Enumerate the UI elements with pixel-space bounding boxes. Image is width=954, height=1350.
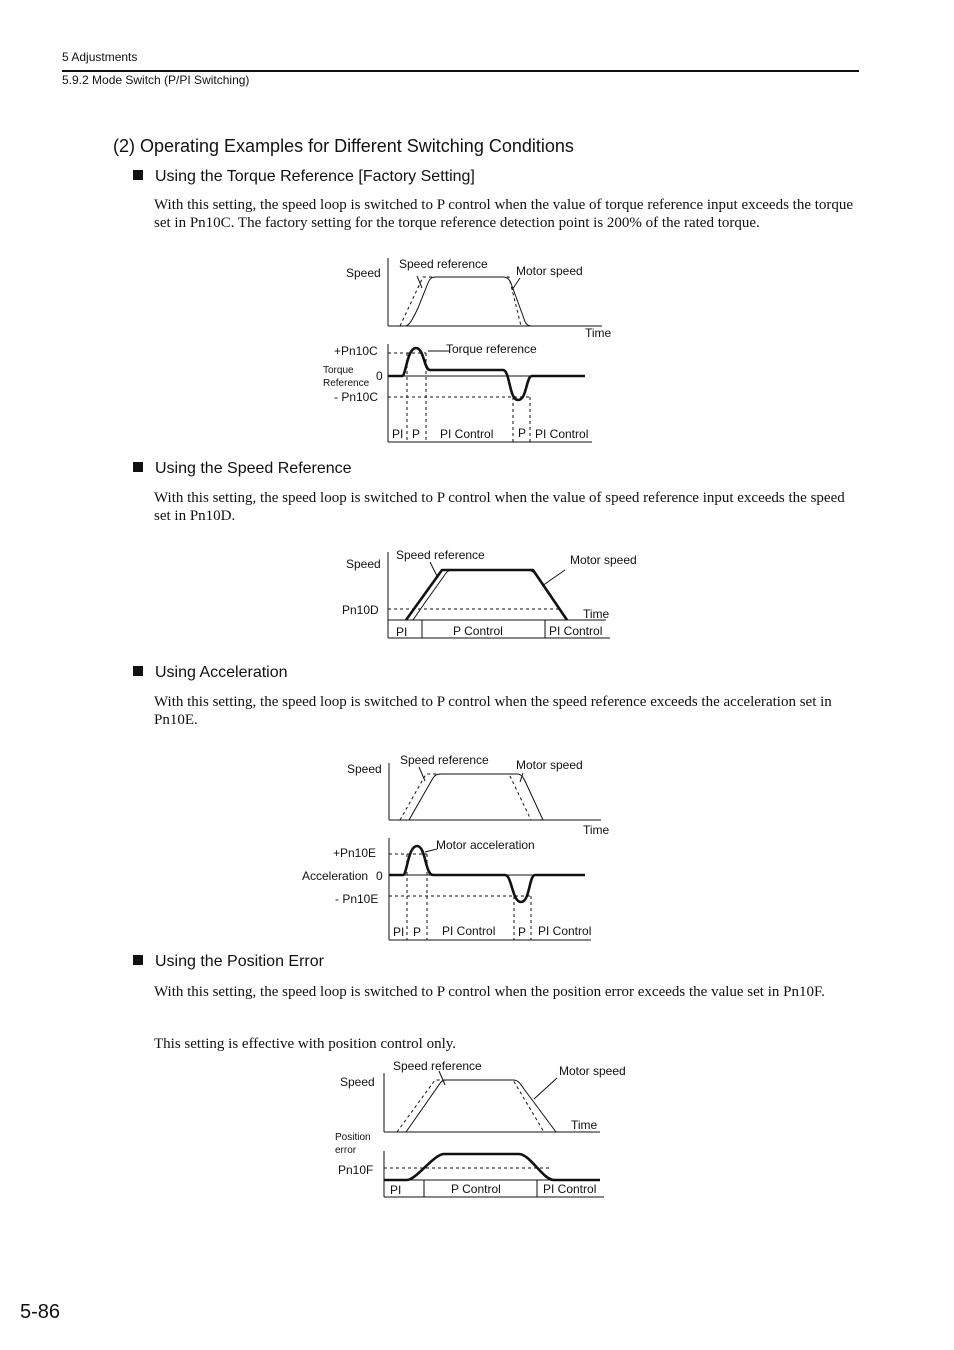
speed-label: Speed bbox=[340, 1075, 375, 1089]
level-label: Pn10F bbox=[338, 1163, 374, 1177]
figure-speed-reference bbox=[320, 540, 660, 645]
mode-label: PI Control bbox=[543, 1182, 597, 1196]
motor-speed-curve bbox=[409, 774, 543, 820]
axis-label-acceleration: Acceleration bbox=[302, 869, 369, 883]
running-header-chapter: 5 Adjustments bbox=[62, 50, 138, 64]
motor-speed-label: Motor speed bbox=[570, 553, 637, 567]
level-label: Pn10D bbox=[342, 603, 379, 617]
speed-reference-label: Speed reference bbox=[393, 1059, 482, 1073]
axis-label-reference: Reference bbox=[323, 378, 370, 389]
mode-label: P Control bbox=[451, 1182, 501, 1196]
speed-ref-leader bbox=[417, 276, 422, 288]
section-title: (2) Operating Examples for Different Switching Conditions bbox=[113, 136, 574, 156]
mode-label: P bbox=[412, 427, 421, 441]
heading-speed-reference: Using the Speed Reference bbox=[133, 460, 352, 478]
running-header-section: 5.9.2 Mode Switch (P/PI Switching) bbox=[62, 73, 250, 87]
axis-label-position: Position bbox=[335, 1132, 371, 1143]
speed-reference-label: Speed reference bbox=[400, 753, 489, 767]
mode-label: PI bbox=[393, 925, 405, 939]
speed-ref-leader bbox=[419, 767, 425, 781]
motor-speed-curve bbox=[406, 1080, 556, 1132]
lower-threshold-label: - Pn10C bbox=[334, 390, 379, 404]
speed-reference-curve bbox=[400, 774, 531, 820]
upper-threshold-label: +Pn10C bbox=[334, 344, 378, 358]
heading-acceleration: Using Acceleration bbox=[133, 664, 288, 682]
mode-label: P bbox=[413, 925, 422, 939]
time-label: Time bbox=[585, 326, 612, 340]
mode-label: PI bbox=[390, 1183, 402, 1197]
mode-label: PI bbox=[396, 625, 408, 639]
axis-label-torque: Torque bbox=[323, 365, 354, 376]
time-label: Time bbox=[571, 1118, 598, 1132]
motor-speed-label: Motor speed bbox=[516, 758, 583, 772]
mode-label: PI Control bbox=[538, 924, 592, 938]
speed-reference-label: Speed reference bbox=[399, 257, 488, 271]
mode-label: PI Control bbox=[442, 924, 496, 938]
zero-label: 0 bbox=[376, 869, 383, 883]
heading-position-error: Using the Position Error bbox=[133, 953, 324, 971]
motor-acceleration-label: Motor acceleration bbox=[436, 838, 535, 852]
figure-torque-reference bbox=[320, 250, 620, 445]
zero-label: 0 bbox=[376, 369, 383, 383]
paragraph-position-note: This setting is effective with position control only. bbox=[154, 1036, 457, 1052]
mode-label: P Control bbox=[453, 624, 503, 638]
bullet-square-icon bbox=[133, 666, 143, 676]
header-rule bbox=[62, 70, 859, 72]
mode-label: P bbox=[518, 426, 527, 440]
motor-speed-curve bbox=[405, 277, 532, 326]
motor-speed-leader bbox=[534, 1078, 557, 1099]
bullet-square-icon bbox=[133, 170, 143, 180]
figure-acceleration bbox=[295, 750, 615, 945]
motor-speed-leader bbox=[512, 278, 520, 290]
mode-label: PI Control bbox=[440, 427, 494, 441]
heading-torque-reference: Using the Torque Reference [Factory Setting] bbox=[133, 168, 475, 186]
speed-ref-leader bbox=[430, 562, 438, 578]
torque-reference-label: Torque reference bbox=[446, 342, 537, 356]
speed-reference-label: Speed reference bbox=[396, 548, 485, 562]
speed-label: Speed bbox=[346, 266, 381, 280]
position-error-curve bbox=[384, 1154, 600, 1180]
motor-acceleration-curve bbox=[389, 846, 585, 902]
speed-reference-curve bbox=[400, 277, 521, 326]
time-label: Time bbox=[583, 823, 610, 837]
time-label: Time bbox=[583, 607, 610, 621]
axis-label-error: error bbox=[335, 1145, 357, 1156]
speed-label: Speed bbox=[346, 557, 381, 571]
mode-label: PI bbox=[392, 427, 404, 441]
figure-position-error bbox=[330, 1055, 626, 1205]
mode-label: P bbox=[518, 925, 527, 939]
motor-speed-label: Motor speed bbox=[516, 264, 583, 278]
paragraph-position-error: With this setting, the speed loop is switched to P control when the position error exceeds the value set in Pn10F. bbox=[154, 984, 825, 1000]
mode-label: PI Control bbox=[549, 624, 603, 638]
bullet-square-icon bbox=[133, 955, 143, 965]
speed-reference-curve bbox=[397, 1080, 544, 1132]
paragraph-acceleration: With this setting, the speed loop is switched to P control when the speed reference exceeds the acceleration set in Pn10E. bbox=[154, 694, 832, 728]
motor-speed-label: Motor speed bbox=[559, 1064, 626, 1078]
paragraph-speed-reference: With this setting, the speed loop is switched to P control when the value of speed reference input exceeds the speed set in Pn10D. bbox=[154, 490, 845, 524]
paragraph-torque-reference: With this setting, the speed loop is switched to P control when the value of torque reference input exceeds the torque set in Pn10C. The factory setting for the torque reference detection point is 200% of the rated torque. bbox=[154, 197, 854, 231]
motor-speed-leader bbox=[542, 570, 565, 586]
mode-label: PI Control bbox=[535, 427, 589, 441]
bullet-square-icon bbox=[133, 462, 143, 472]
upper-threshold-label: +Pn10E bbox=[333, 846, 377, 860]
speed-label: Speed bbox=[347, 762, 382, 776]
lower-threshold-label: - Pn10E bbox=[335, 892, 379, 906]
page-number: 5-86 bbox=[20, 1301, 61, 1323]
